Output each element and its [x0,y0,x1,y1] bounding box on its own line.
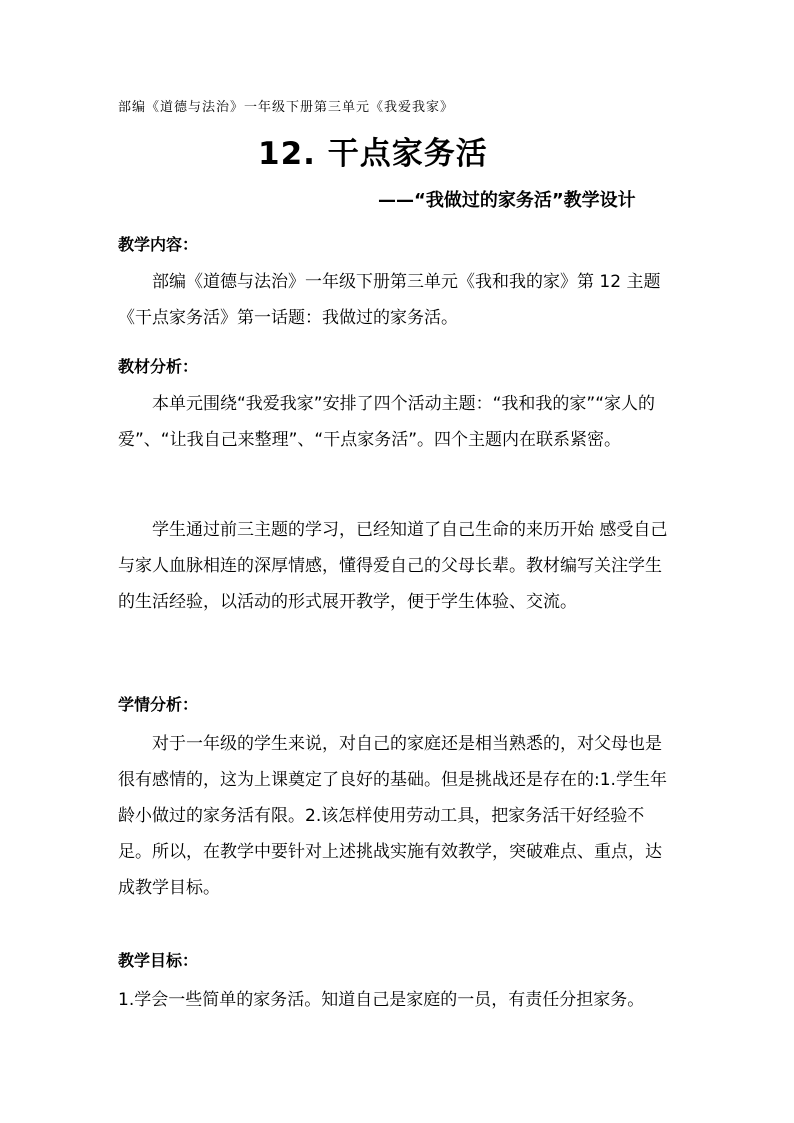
material-paragraph-2: 学生通过前三主题的学习，已经知道了自己生命的来历开始 感受自己与家人血脉相连的深厚情感，懂得爱自己的父母长辈。教材编写关注学生的生活经验，以活动的形式展开教学，便于学生体验、交流。 [118,520,668,612]
page-subtitle: ——“我做过的家务活”教学设计 [378,190,636,211]
goals-paragraph: 1.学会一些简单的家务活。知道自己是家庭的一员，有责任分担家务。 [118,990,645,1010]
students-paragraph: 对于一年级的学生来说，对自己的家庭还是相当熟悉的，对父母也是很有感情的，这为上课奠定了良好的基础。但是挑战还是存在的:1.学生年龄小做过的家务活有限。2.该怎样使用劳动工具，把家务活干好经验不足。所以，在教学中要针对上述挑战实施有效教学，突破难点、重点，达成教学目标。 [118,734,667,898]
material-paragraph-1: 本单元围绕“我爱我家”安排了四个活动主题：“我和我的家”“家人的爱”、“让我自己来整理”、“干点家务活”。四个主题内在联系紧密。 [118,394,656,450]
unit-line: 部编《道德与法治》一年级下册第三单元《我爱我家》 [118,100,455,115]
section-heading-content: 教学内容： [118,235,199,254]
page-title: 12. 干点家务活 [258,136,488,172]
section-heading-goals: 教学目标： [118,951,199,970]
section-heading-material: 教材分析： [118,357,199,376]
content-paragraph: 部编《道德与法治》一年级下册第三单元《我和我的家》第 12 主题《干点家务活》第一话题：我做过的家务活。 [118,272,661,328]
section-heading-students: 学情分析： [118,695,199,714]
